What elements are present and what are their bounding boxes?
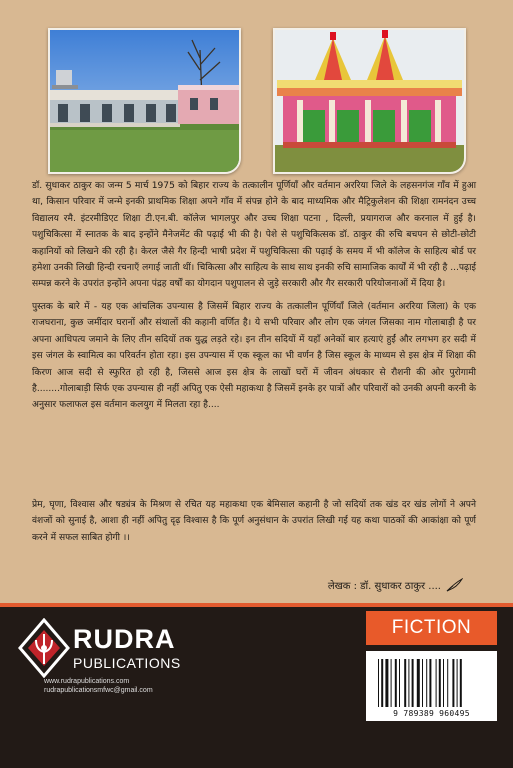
author-signature-line <box>328 578 463 592</box>
author-biography: डॉ. सुधाकर ठाकुर का जन्म 5 मार्च 1975 को बिहार राज्य के तत्कालीन पूर्णियाँ और वर्तमान अररिया जिले के लहसनगंज गाँव में हुआ था, किसान परिवार में जन्मे इनकी प्राथमिक शिक्षा अपने गाँव में संपन्न होने के बाद माध्यमिक और मैट्रिकुलेशन की शिक्षा रामनंदन उच्च विद्यालय रमै. इंटरमीडिएट शिक्षा टी.एन.बी. कॉलेज भागलपुर और उच्च शिक्षा पटना , दिल्ली, प्रयागराज और करनाल में हुई है। पशुचिकित्सा में स्नातक के बाद इन्होंने मैनेजमेंट की पढ़ाई भी की है। पेशे से पशुचिकित्सक डॉ. ठाकुर की रुचि बचपन से छोटी-छोटी कहानियों को लिखने की रही है। केरल जैसे गैर हिन्दी भाषी प्रदेश में पशुचिकित्सा की पढ़ाई के समय में भी कॉलेज के साहित्य बोर्ड पर हमेशा उनकी लिखी हिन्दी रचनाएँ लगाई जाती थीं। चिकित्सा और साहित्य के साथ साथ इनकी रुचि सामाजिक कार्यों में भी रही है ...पढ़ाई सम्पन्न करने के उपरांत इन्होंने अपना पंद्रह वर्षों का योगदान पशुपालन से जुड़े सरकारी और गैर सरकारी परियोजनाओं में दिया है। <box>32 181 476 290</box>
barcode-bars <box>378 659 485 707</box>
temple-photo <box>273 28 466 174</box>
isbn-barcode <box>366 651 497 721</box>
publisher-website: www.rudrapublications.com <box>44 678 130 685</box>
isbn-number: 9 789389 960495 <box>393 709 470 718</box>
feather-pen-icon <box>445 578 463 592</box>
publisher-subtitle: PUBLICATIONS <box>73 655 181 671</box>
trident-logo-icon <box>18 618 70 678</box>
author-credit: लेखक : डॉ. सुधाकर ठाकुर .... <box>327 581 441 592</box>
band-accent-line <box>0 603 513 607</box>
publisher-email: rudrapublicationsmfwc@gmail.com <box>44 687 153 694</box>
book-theme: प्रेम, घृणा, विश्वास और षड्यंत्र के मिश्रण से रचित यह महाकथा एक बेमिसाल कहानी है जो सदियों तक खंड दर खंड लोगों ने अपने वंशजों को सुनाई है, आशा ही नहीं अपितु दृढ़ विश्वास है कि पूर्ण अनुसंधान के उपरांत लिखी गई यह कथा पाठकों की आकांक्षा को पूर्ण करने में सफल साबित होगी ।। <box>32 500 476 543</box>
genre-tag: FICTION <box>366 611 497 645</box>
publisher-name: RUDRA <box>73 624 176 654</box>
book-description: पुस्तक के बारे में - यह एक आंचलिक उपन्यास है जिसमें बिहार राज्य के तत्कालीन पूर्णियाँ जिले (वर्तमान अररिया जिला) के एक राजघराना, कुछ जमींदार घरानों और संथालों की कहानी वर्णित है। ये सभी परिवार और लोग एक जंगल जिसका नाम गोलाबाड़ी है पर अपना आधिपत्य जमाने के लिए तीन सदियों तक युद्ध लड़ते रहे। इन तीन सदियों में यहाँ अनेकों बार हत्याएं हुईं और लगभग हर सदी में इस जंगल के स्वामित्व का परिवर्तन होता रहा। इस उपन्यास में एक स्कूल का भी वर्णन है जिस स्कूल के माध्यम से इस क्षेत्र में शिक्षा की किरण आज सदी से स्फुरित हो रही है, जिससे आज इस क्षेत्र के लाखों घरों में जीवन अंधकार से रौशनी की ओर पुरोगामी है........गोलाबाड़ी सिर्फ एक उपन्यास ही नहीं अपितु एक ऐसी महाकथा है जिसमें इनके हर पात्रों और परिवारों को उनकी अपनी करनी के अनुसार फलाफल इस वर्तमान कलयुग में मिलता रहा है.... <box>32 302 476 411</box>
school-building-photo <box>48 28 241 174</box>
